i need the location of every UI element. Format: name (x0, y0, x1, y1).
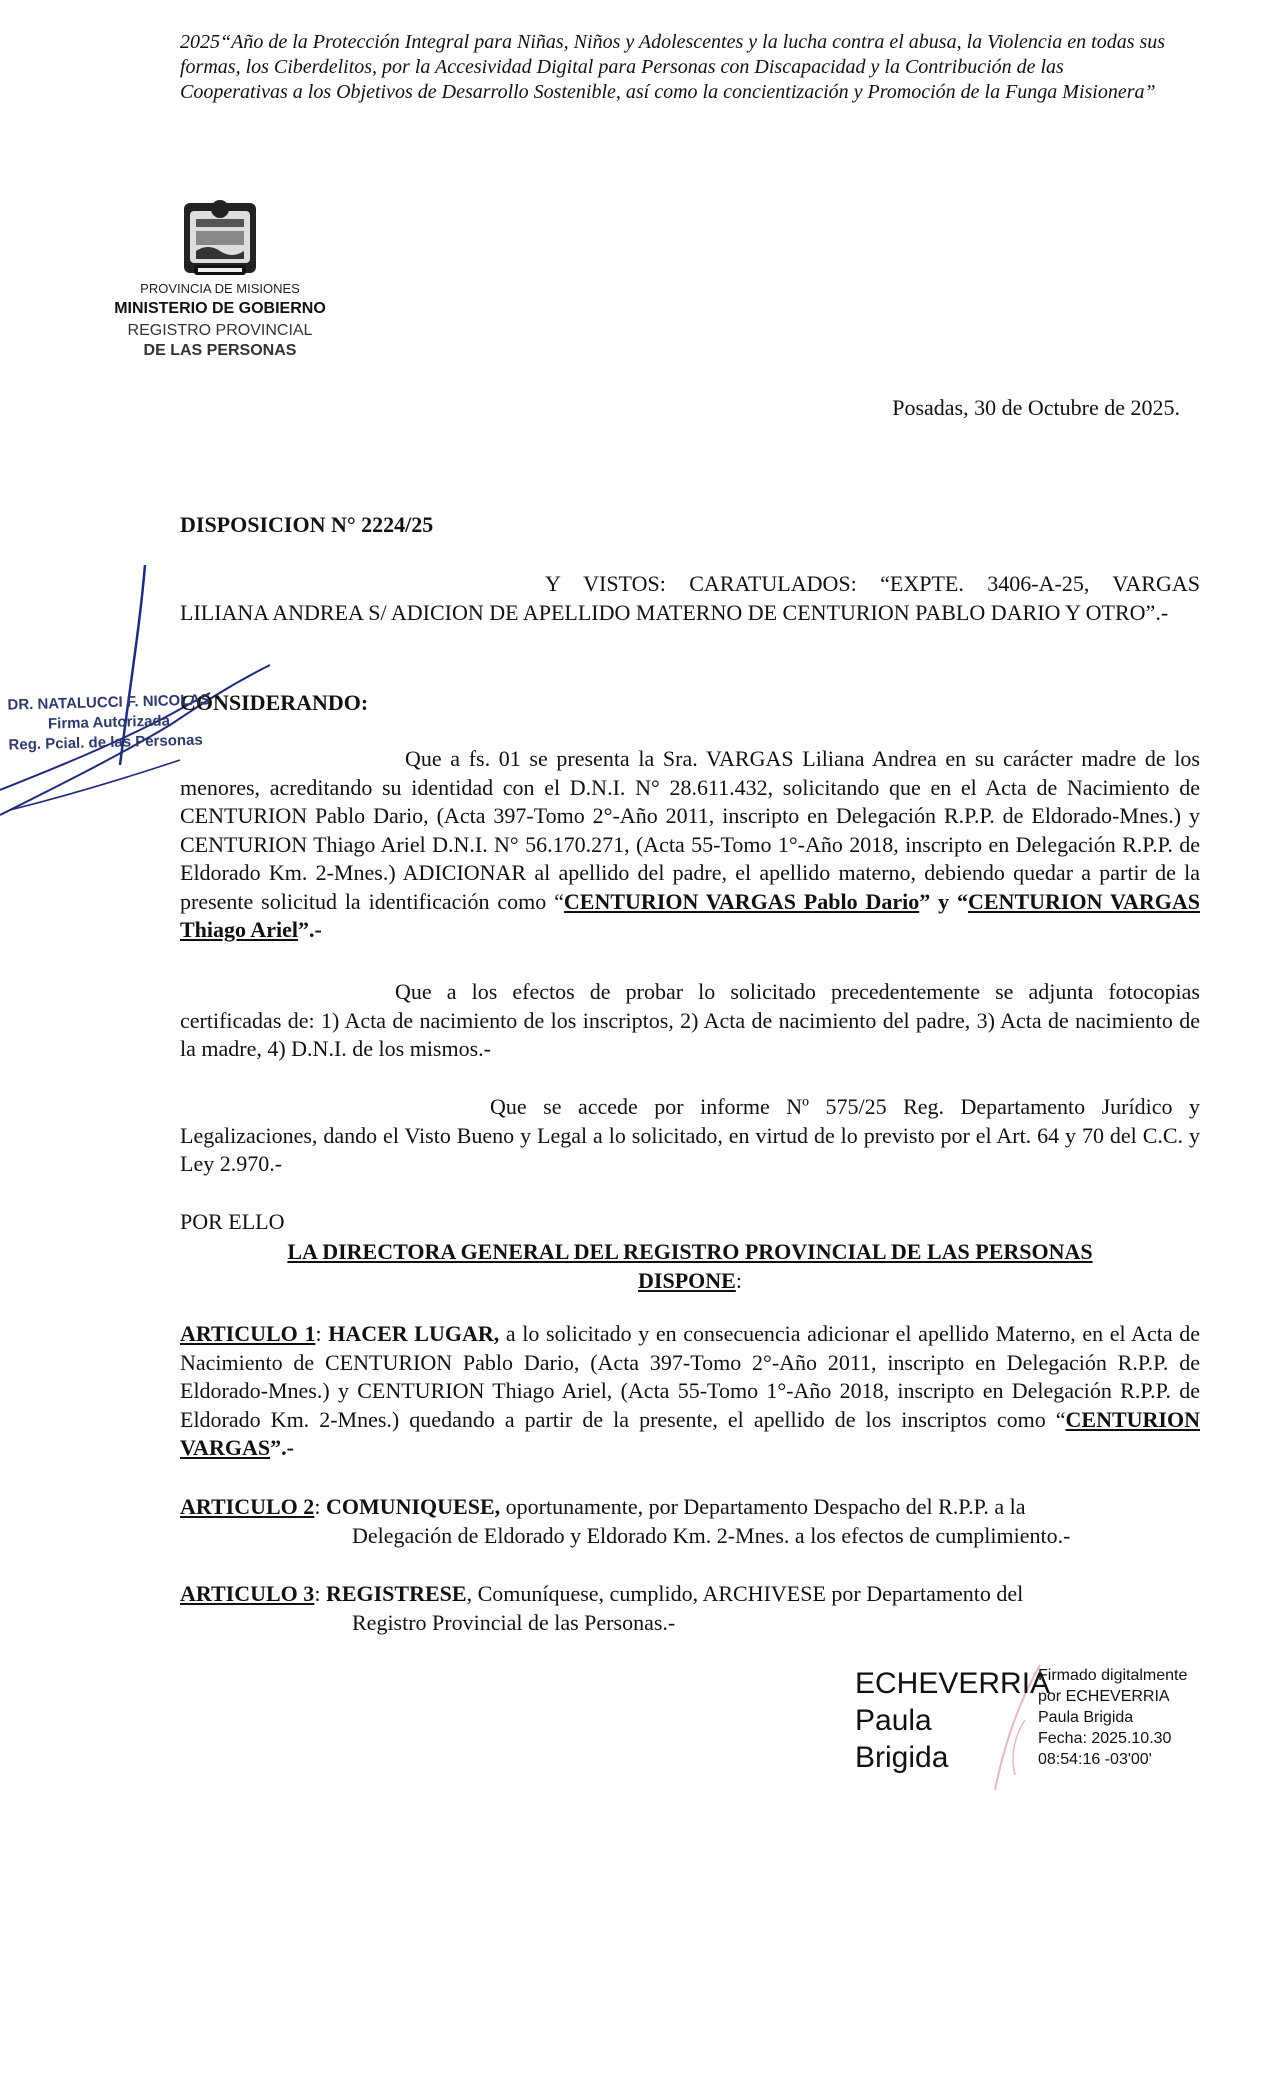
article-2-label: ARTICULO 2 (180, 1494, 315, 1519)
article-3-lead: REGISTRESE (325, 1581, 467, 1606)
directora-line: LA DIRECTORA GENERAL DEL REGISTRO PROVINCIAL DE LAS PERSONAS (287, 1239, 1093, 1264)
article-3-line2: Registro Provincial de las Personas.- (352, 1609, 676, 1635)
article-1-label: ARTICULO 1 (180, 1321, 316, 1346)
signer-middle-name: Brigida (855, 1741, 949, 1774)
article-2-lead: COMUNIQUESE, (325, 1494, 501, 1519)
signature-info-line-4: Fecha: 2025.10.30 (1038, 1730, 1172, 1747)
organization-name (100, 279, 340, 361)
signer-surname: ECHEVERRIA (855, 1667, 1051, 1700)
article-3-sep: : (314, 1581, 326, 1606)
considerando-paragraph-1 (180, 745, 1200, 945)
article-3-first-line (180, 1580, 1200, 1609)
disposition-title: DISPOSICION N° 2224/25 (180, 512, 434, 537)
signature-info-line-5: 08:54:16 -03'00' (1038, 1751, 1152, 1768)
signer-name (855, 1665, 1050, 1776)
article-1-end: ”.- (270, 1435, 294, 1460)
article-3-label: ARTICULO 3 (180, 1581, 315, 1606)
provincial-seal-icon (178, 195, 262, 279)
article-1 (180, 1320, 1200, 1463)
considerando-heading: CONSIDERANDO: (180, 690, 369, 715)
document-date: Posadas, 30 de Octubre de 2025. (892, 395, 1180, 420)
considerando-paragraph-3: Que se accede por informe Nº 575/25 Reg. Departamento Jurídico y Legalizaciones, dando el Visto Bueno y Legal a lo solicitado, en virtud de lo previsto por el Art. 64 y 70 del C.C. y Ley 2.970.- (180, 1094, 1200, 1176)
article-2 (180, 1493, 1200, 1550)
signature-info (1038, 1665, 1187, 1770)
considerando-paragraph-2: Que a los efectos de probar lo solicitado precedentemente se adjunta fotocopias certificadas de: 1) Acta de nacimiento de los inscriptos, 2) Acta de nacimiento del padre, 3) Acta de nacimiento de la madre, 4) D.N.I. de los mismos.- (180, 979, 1200, 1061)
para1-mid: ” y “ (919, 888, 968, 914)
organization-logo-block (100, 195, 340, 361)
stamp-line-role: Firma Autorizada (47, 712, 171, 733)
article-1-name: CENTURION VARGAS (180, 1406, 1200, 1460)
por-ello: POR ELLO (180, 1209, 285, 1234)
article-2-line2: Delegación de Eldorado y Eldorado Km. 2-Mnes. a los efectos de cumplimiento.- (352, 1522, 1071, 1548)
article-2-sep: : (314, 1494, 326, 1519)
signature-info-line-3: Paula Brigida (1038, 1709, 1134, 1726)
para1-end: ”.- (297, 917, 322, 942)
signer-first-name: Paula (855, 1704, 932, 1737)
vistos-paragraph: Y VISTOS: CARATULADOS: “EXPTE. 3406-A-25, VARGAS LILIANA ANDREA S/ ADICION DE APELLIDO MATERNO DE CENTURION PABLO DARIO Y OTRO”.- (180, 571, 1200, 625)
header-motto: 2025“Año de la Protección Integral para Niñas, Niños y Adolescentes y la lucha contra el abusa, la Violencia en todas sus formas, los Ciberdelitos, por la Accesividad Digital para Personas con Discapacidad y la Contribución de las Cooperativas a los Objetivos de Desarrollo Sostenible, así como la concientización y Promoción de la Funga Misionera” (180, 31, 1166, 103)
org-registry: REGISTRO PROVINCIAL (127, 322, 313, 339)
para1-text: Que a fs. 01 se presenta la Sra. VARGAS Liliana Andrea en su carácter madre de los menores, acreditando su identidad con el D.N.I. N° 28.611.432, solicitando que en el Acta de Nacimiento de CENTURION Pablo Dario, (Acta 397-Tomo 2°-Año 2011, inscripto en Delegación R.P.P. de Eldorado-Mnes.) y CENTURION Thiago Ariel D.N.I. N° 56.170.271, (Acta 55-Tomo 1°-Año 2018, inscripto en Delegación R.P.P. de Eldorado Km. 2-Mnes.) ADICIONAR al apellido del padre, el apellido materno, debiendo quedar a partir de la presente solicitud la identificación como “ (180, 746, 1200, 914)
article-2-line1: oportunamente, por Departamento Despacho del R.P.P. a la (500, 1494, 1026, 1519)
org-province: PROVINCIA DE MISIONES (140, 281, 300, 296)
stamp-line-office: Reg. Pcial. de las Personas (8, 731, 203, 754)
article-3-line1: , Comuníquese, cumplido, ARCHIVESE por Departamento del (466, 1581, 1024, 1606)
dispone-word: DISPONE (638, 1267, 736, 1293)
resolution-heading (180, 1238, 1200, 1295)
article-1-lead: HACER LUGAR, (328, 1321, 500, 1346)
para1-name2: CENTURION VARGAS Thiago Ariel (180, 888, 1201, 942)
article-2-first-line (180, 1493, 1200, 1522)
article-3 (180, 1580, 1200, 1637)
signature-info-line-2: por ECHEVERRIA (1038, 1688, 1170, 1705)
digital-signature[interactable] (855, 1665, 1255, 1805)
signature-info-line-1: Firmado digitalmente (1038, 1667, 1188, 1684)
dispone-line (180, 1267, 1200, 1296)
article-1-sep: : (315, 1321, 329, 1346)
dispone-colon: : (735, 1267, 742, 1293)
org-registry-sub: DE LAS PERSONAS (143, 342, 297, 359)
stamp-line-name: DR. NATALUCCI F. NICOLAS (7, 691, 211, 714)
para1-name1: CENTURION VARGAS Pablo Dario (563, 888, 920, 914)
article-1-text: a lo solicitado y en consecuencia adicionar el apellido Materno, en el Acta de Nacimiento de CENTURION Pablo Dario, (Acta 397-Tomo 2°-Año 2011, inscripto en Delegación R.P.P. de Eldorado-Mnes.) y CENTURION Thiago Ariel, (Acta 55-Tomo 1°-Año 2018, inscripto en Delegación R.P.P. de Eldorado Km. 2-Mnes.) quedando a partir de la presente, el apellido de los inscriptos como “ (180, 1321, 1200, 1432)
org-ministry: MINISTERIO DE GOBIERNO (114, 300, 326, 317)
